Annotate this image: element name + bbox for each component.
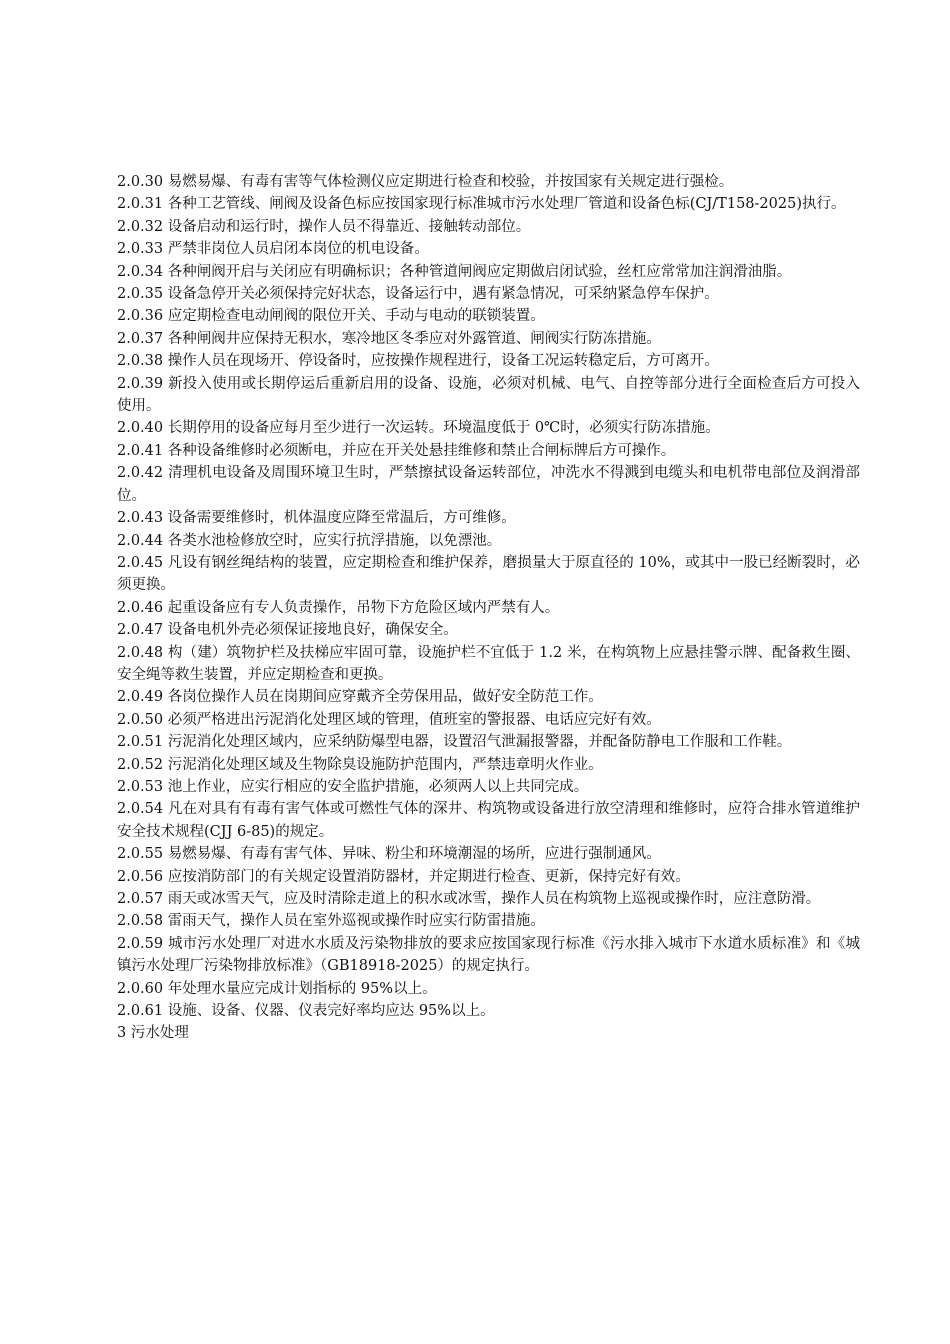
clause-2-0-43: 2.0.43 设备需要维修时，机体温度应降至常温后，方可维修。: [117, 510, 516, 527]
clause-2-0-36: 2.0.36 应定期检查电动闸阀的限位开关、手动与电动的联锁装置。: [117, 308, 545, 325]
clause-2-0-32: 2.0.32 设备启动和运行时，操作人员不得靠近、接触转动部位。: [117, 218, 531, 235]
clause-2-0-39: 2.0.39 新投入使用或长期停运后重新启用的设备、设施，必须对机械、电气、自控等部分进行全面检查后方可投入使用。: [117, 375, 860, 415]
clause-2-0-55: 2.0.55 易燃易爆、有毒有害气体、异味、粉尘和环境潮湿的场所，应进行强制通风。: [117, 846, 661, 863]
clause-2-0-61: 2.0.61 设施、设备、仪器、仪表完好率均应达 95%以上。: [117, 1003, 495, 1020]
clause-2-0-51: 2.0.51 污泥消化处理区域内，应采纳防爆型电器，设置沼气泄漏报警器，并配备防静电工作服和工作鞋。: [117, 734, 792, 751]
clause-2-0-30: 2.0.30 易燃易爆、有毒有害等气体检测仪应定期进行检查和校验，并按国家有关规定进行强检。: [117, 174, 734, 190]
clause-2-0-40: 2.0.40 长期停用的设备应每月至少进行一次运转。环境温度低于 0℃时，必须实行防冻措施。: [117, 420, 720, 437]
clause-2-0-41: 2.0.41 各种设备维修时必须断电，并应在开关处悬挂维修和禁止合闸标牌后方可操作。: [117, 442, 676, 459]
clause-2-0-52: 2.0.52 污泥消化处理区域及生物除臭设施防护范围内，严禁违章明火作业。: [117, 756, 603, 773]
clause-2-0-56: 2.0.56 应按消防部门的有关规定设置消防器材，并定期进行检查、更新，保持完好有效。: [117, 868, 690, 885]
clause-2-0-47: 2.0.47 设备电机外壳必须保证接地良好，确保安全。: [117, 622, 458, 639]
clause-2-0-60: 2.0.60 年处理水量应完成计划指标的 95%以上。: [117, 980, 437, 997]
section-heading: 3 污水处理: [117, 1025, 189, 1042]
document-body: [117, 171, 860, 1045]
clause-2-0-31: 2.0.31 各种工艺管线、闸阀及设备色标应按国家现行标准城市污水处理厂管道和设备色标(CJ/T158-2025)执行。: [117, 196, 846, 213]
clause-2-0-38: 2.0.38 操作人员在现场开、停设备时，应按操作规程进行，设备工况运转稳定后，方可离开。: [117, 353, 719, 370]
clause-2-0-59: 2.0.59 城市污水处理厂对进水水质及污染物排放的要求应按国家现行标准《污水排入城市下水道水质标准》和《城镇污水处理厂污染物排放标准》（GB18918-2025）的规定执行。: [117, 935, 860, 975]
clause-2-0-46: 2.0.46 起重设备应有专人负责操作，吊物下方危险区域内严禁有人。: [117, 599, 560, 616]
clause-2-0-53: 2.0.53 池上作业，应实行相应的安全监护措施，必须两人以上共同完成。: [117, 778, 589, 795]
clause-2-0-42: 2.0.42 清理机电设备及周围环境卫生时，严禁擦拭设备运转部位，冲洗水不得溅到电缆头和电机带电部位及润滑部位。: [117, 465, 860, 504]
clause-2-0-33: 2.0.33 严禁非岗位人员启闭本岗位的机电设备。: [117, 241, 429, 258]
clause-2-0-57: 2.0.57 雨天或冰雪天气，应及时清除走道上的积水或冰雪，操作人员在构筑物上巡视或操作时，应注意防滑。: [117, 891, 821, 907]
clause-2-0-35: 2.0.35 设备急停开关必须保持完好状态，设备运行中，遇有紧急情况，可采纳紧急停车保护。: [117, 286, 719, 303]
clause-2-0-48: 2.0.48 构（建）筑物护栏及扶梯应牢固可靠，设施护栏不宜低于 1.2 米，在构筑物上应悬挂警示牌、配备救生圈、安全绳等救生装置，并应定期检查和更换。: [117, 644, 860, 683]
clause-2-0-50: 2.0.50 必须严格进出污泥消化处理区域的管理，值班室的警报器、电话应完好有效。: [117, 711, 661, 728]
clause-2-0-45: 2.0.45 凡设有钢丝绳结构的装置，应定期检查和维护保养，磨损量大于原直径的 10%，或其中一股已经断裂时，必须更换。: [117, 554, 860, 594]
clause-2-0-54: 2.0.54 凡在对具有有毒有害气体或可燃性气体的深井、构筑物或设备进行放空清理和维修时，应符合排水管道维护安全技术规程(CJJ 6-85)的规定。: [117, 801, 860, 840]
clause-2-0-37: 2.0.37 各种闸阀井应保持无积水，寒冷地区冬季应对外露管道、闸阀实行防冻措施。: [117, 330, 661, 347]
clause-2-0-44: 2.0.44 各类水池检修放空时，应实行抗浮措施，以免漂池。: [117, 532, 502, 549]
clause-2-0-34: 2.0.34 各种闸阀开启与关闭应有明确标识；各种管道闸阀应定期做启闭试验，丝杠应常常加注润滑油脂。: [117, 263, 792, 280]
clause-2-0-49: 2.0.49 各岗位操作人员在岗期间应穿戴齐全劳保用品，做好安全防范工作。: [117, 689, 603, 706]
clause-2-0-58: 2.0.58 雷雨天气，操作人员在室外巡视或操作时应实行防雷措施。: [117, 913, 545, 930]
